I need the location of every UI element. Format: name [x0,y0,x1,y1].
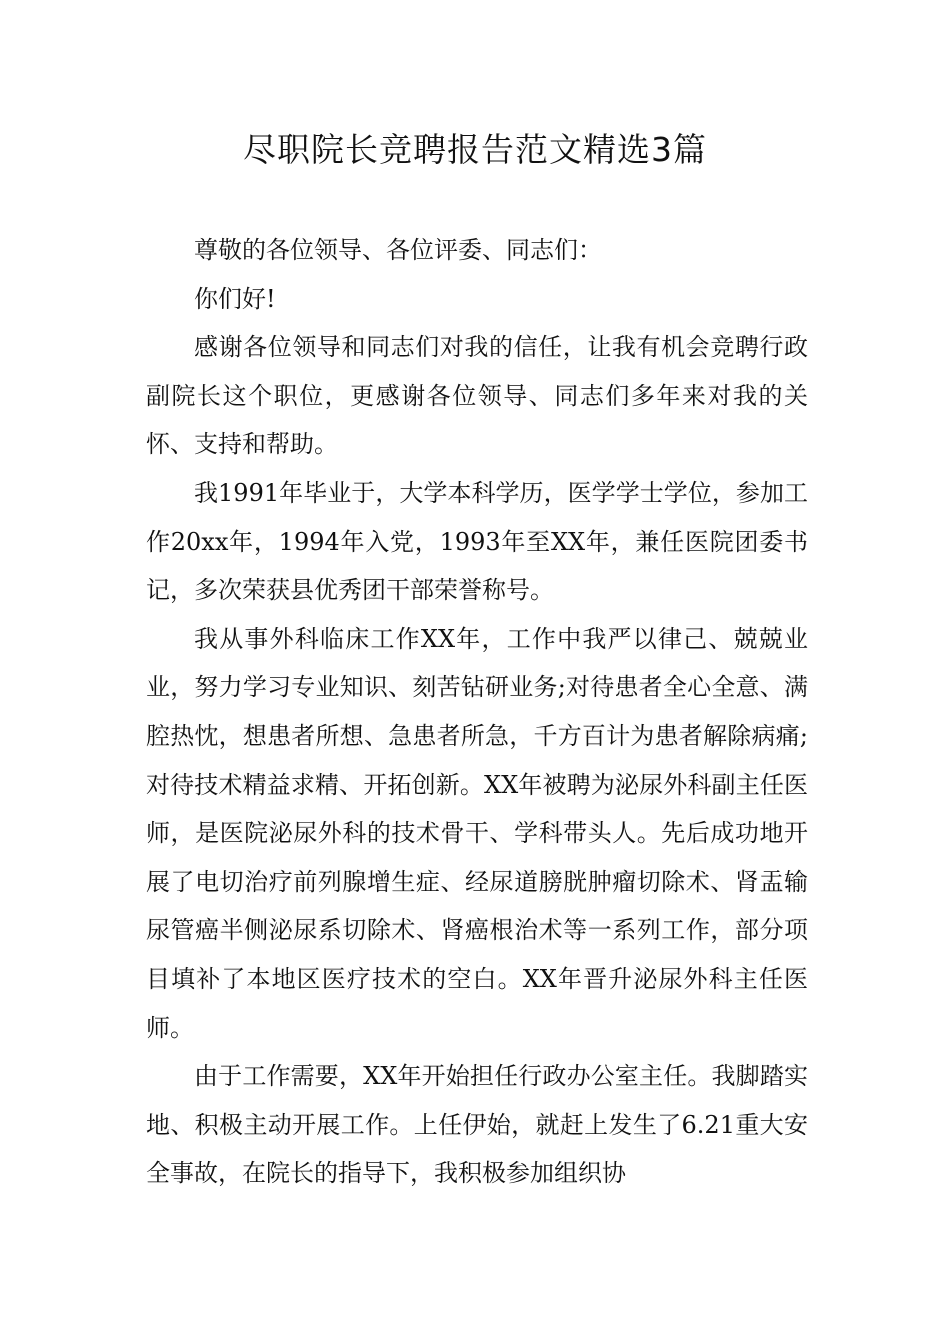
paragraph-admin-work: 由于工作需要，XX年开始担任行政办公室主任。我脚踏实地、积极主动开展工作。上任伊始，就赶上发生了6.21重大安全事故，在院长的指导下，我积极参加组织协 [146,1062,808,1188]
paragraph-thanks: 感谢各位领导和同志们对我的信任，让我有机会竞聘行政副院长这个职位，更感谢各位领导、同志们多年来对我的关怀、支持和帮助。 [146,333,808,459]
document-body [146,226,808,1198]
document-title: 尽职院长竞聘报告范文精选3篇 [243,130,707,169]
paragraph-background: 我1991年毕业于，大学本科学历，医学学士学位，参加工作20xx年，1994年入党，1993年至XX年，兼任医院团委书记，多次荣获县优秀团干部荣誉称号。 [146,478,808,605]
paragraph-greeting: 尊敬的各位领导、各位评委、同志们： [194,236,602,264]
paragraph-clinical-work: 我从事外科临床工作XX年，工作中我严以律己、兢兢业业，努力学习专业知识、刻苦钻研业务;对待患者全心全意、满腔热忱，想患者所想、急患者所急，千方百计为患者解除病痛;对待技术精益求精、开拓创新。XX年被聘为泌尿外科副主任医师，是医院泌尿外科的技术骨干、学科带头人。先后成功地开展了电切治疗前列腺增生症、经尿道膀胱肿瘤切除术、肾盂输尿管癌半侧泌尿系切除术、肾癌根治术等一系列工作，部分项目填补了本地区医疗技术的空白。XX年晋升泌尿外科主任医师。 [146,624,808,1042]
paragraph-hello: 你们好! [194,284,276,313]
